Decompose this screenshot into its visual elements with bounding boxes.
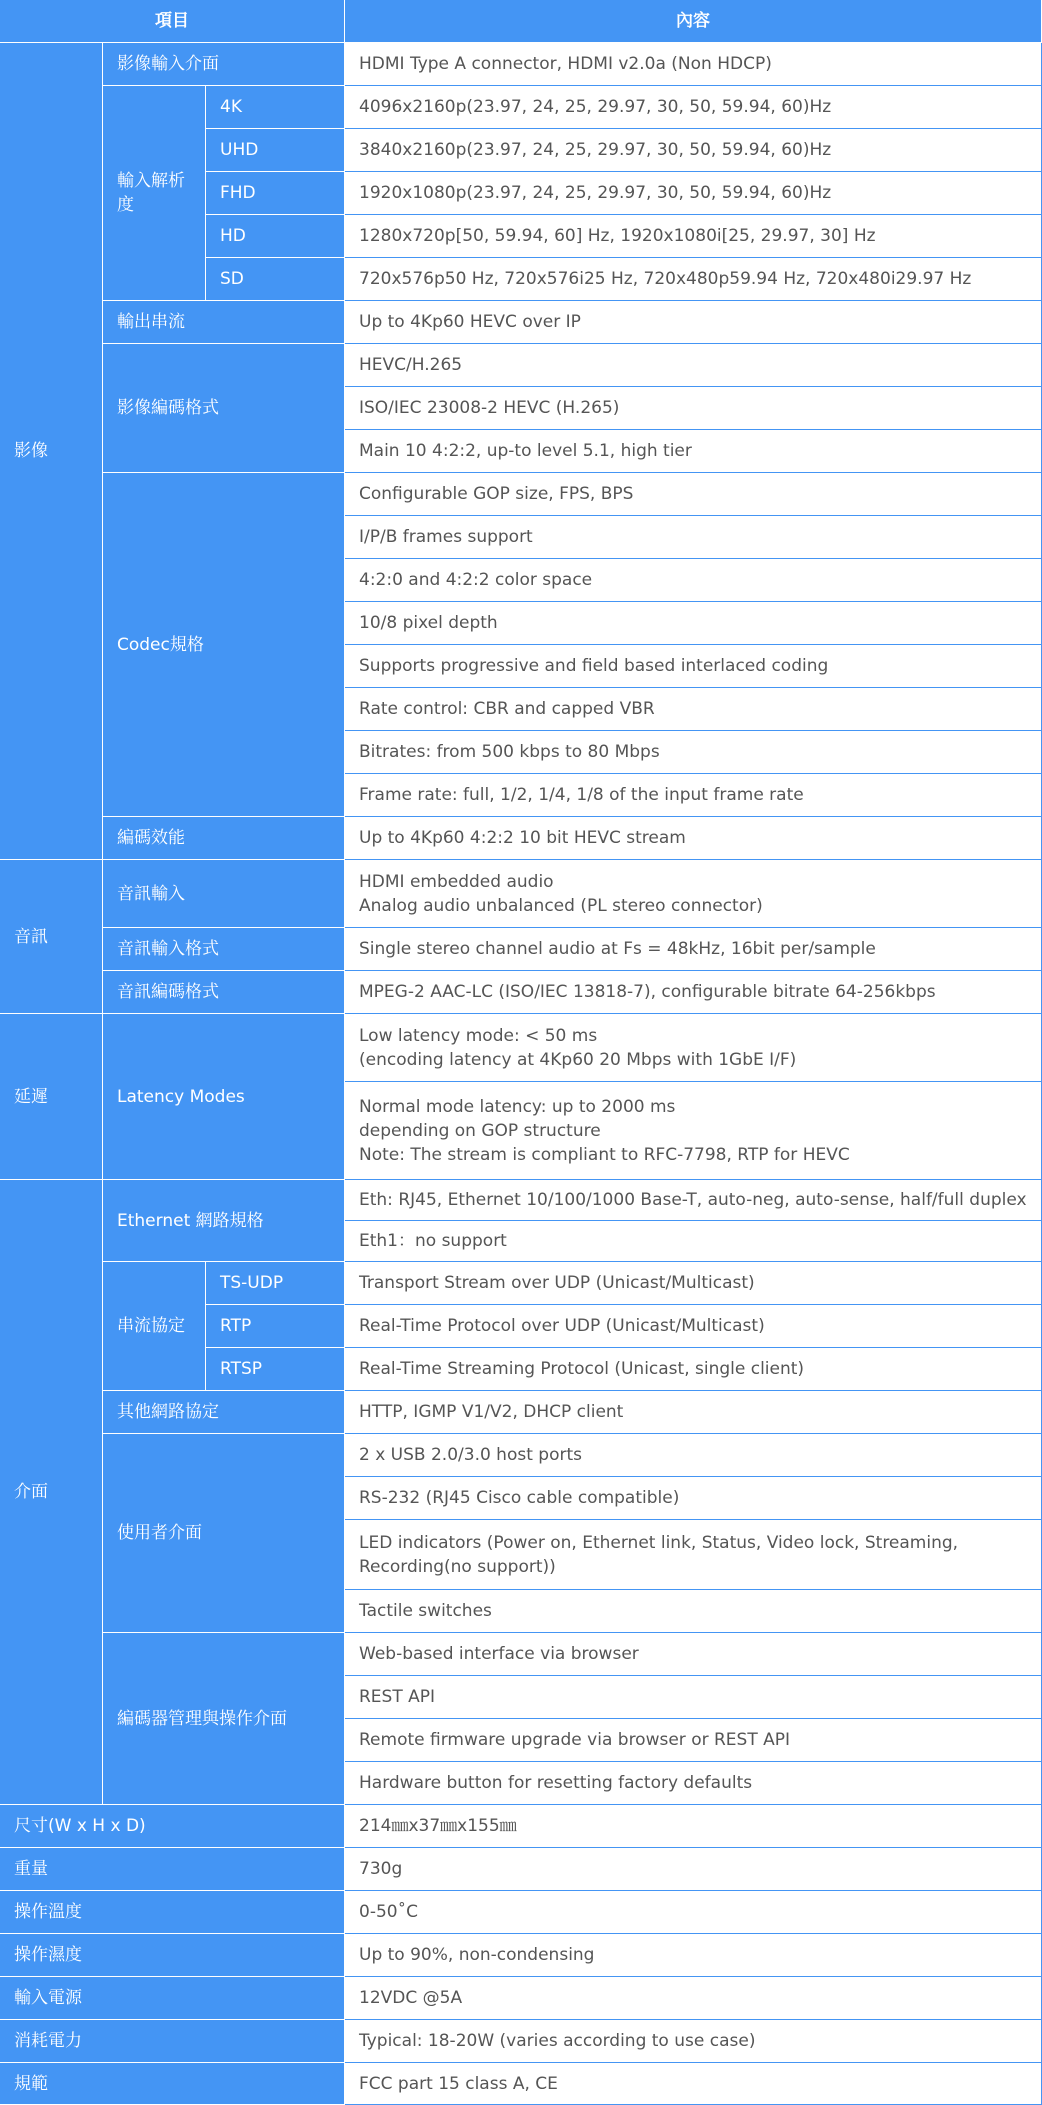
codec-value: 10/8 pixel depth [345,602,1042,645]
audio-input-format-label: 音訊輸入格式 [103,928,345,971]
streaming-protocol-label: 串流協定 [103,1262,206,1391]
output-stream-value: Up to 4Kp60 HEVC over IP [345,301,1042,344]
codec-value: I/P/B frames support [345,516,1042,559]
category-latency: 延遲 [0,1014,103,1180]
user-interface-value: 2 x USB 2.0/3.0 host ports [345,1434,1042,1477]
operating-temperature-label: 操作溫度 [0,1891,345,1934]
codec-label: Codec規格 [103,473,345,817]
resolution-label: 輸入解析度 [103,86,206,301]
power-consumption-value: Typical: 18-20W (varies according to use case) [345,2020,1042,2063]
header-item: 項目 [0,0,345,43]
input-power-value: 12VDC @5A [345,1977,1042,2020]
ethernet-label: Ethernet 網路規格 [103,1180,345,1262]
other-network-value: HTTP, IGMP V1/V2, DHCP client [345,1391,1042,1434]
user-interface-value: LED indicators (Power on, Ethernet link, Status, Video lock, Streaming, Recording(no support)) [345,1520,1042,1590]
resolution-name: FHD [206,172,345,215]
video-input-interface-value: HDMI Type A connector, HDMI v2.0a (Non HDCP) [345,43,1042,86]
management-label: 編碼器管理與操作介面 [103,1633,345,1805]
header-content: 內容 [345,0,1042,43]
audio-encode-format-label: 音訊編碼格式 [103,971,345,1014]
codec-value: Bitrates: from 500 kbps to 80 Mbps [345,731,1042,774]
ethernet-value: Eth: RJ45, Ethernet 10/100/1000 Base-T, auto-neg, auto-sense, half/full duplex [345,1180,1042,1221]
input-power-label: 輸入電源 [0,1977,345,2020]
streaming-protocol-name: TS-UDP [206,1262,345,1305]
latency-mode-value: Low latency mode: < 50 ms (encoding latency at 4Kp60 20 Mbps with 1GbE I/F) [345,1014,1042,1082]
category-audio: 音訊 [0,860,103,1014]
management-value: Remote firmware upgrade via browser or REST API [345,1719,1042,1762]
streaming-protocol-value: Real-Time Protocol over UDP (Unicast/Multicast) [345,1305,1042,1348]
performance-label: 編碼效能 [103,817,345,860]
resolution-value: 1920x1080p(23.97, 24, 25, 29.97, 30, 50, 59.94, 60)Hz [345,172,1042,215]
dimensions-label: 尺寸(W x H x D) [0,1805,345,1848]
user-interface-value: Tactile switches [345,1590,1042,1633]
power-consumption-label: 消耗電力 [0,2020,345,2063]
operating-humidity-label: 操作濕度 [0,1934,345,1977]
weight-value: 730g [345,1848,1042,1891]
other-network-label: 其他網路協定 [103,1391,345,1434]
streaming-protocol-name: RTP [206,1305,345,1348]
category-interface: 介面 [0,1180,103,1805]
resolution-name: 4K [206,86,345,129]
dimensions-value: 214㎜x37㎜x155㎜ [345,1805,1042,1848]
resolution-name: HD [206,215,345,258]
operating-temperature-value: 0-50˚C [345,1891,1042,1934]
video-input-interface-label: 影像輸入介面 [103,43,345,86]
resolution-value: 1280x720p[50, 59.94, 60] Hz, 1920x1080i[25, 29.97, 30] Hz [345,215,1042,258]
audio-input-format-value: Single stereo channel audio at Fs = 48kHz, 16bit per/sample [345,928,1042,971]
regulation-value: FCC part 15 class A, CE [345,2063,1042,2105]
management-value: Web-based interface via browser [345,1633,1042,1676]
management-value: REST API [345,1676,1042,1719]
audio-input-value: HDMI embedded audio Analog audio unbalanced (PL stereo connector) [345,860,1042,928]
latency-modes-label: Latency Modes [103,1014,345,1180]
regulation-label: 規範 [0,2063,345,2105]
resolution-value: 4096x2160p(23.97, 24, 25, 29.97, 30, 50, 59.94, 60)Hz [345,86,1042,129]
weight-label: 重量 [0,1848,345,1891]
codec-value: Supports progressive and field based interlaced coding [345,645,1042,688]
video-encode-format-value: Main 10 4:2:2, up-to level 5.1, high tier [345,430,1042,473]
management-value: Hardware button for resetting factory defaults [345,1762,1042,1805]
user-interface-value: RS-232 (RJ45 Cisco cable compatible) [345,1477,1042,1520]
codec-value: 4:2:0 and 4:2:2 color space [345,559,1042,602]
output-stream-label: 輸出串流 [103,301,345,344]
streaming-protocol-value: Transport Stream over UDP (Unicast/Multicast) [345,1262,1042,1305]
audio-encode-format-value: MPEG-2 AAC-LC (ISO/IEC 13818-7), configurable bitrate 64-256kbps [345,971,1042,1014]
codec-value: Rate control: CBR and capped VBR [345,688,1042,731]
resolution-value: 720x576p50 Hz, 720x576i25 Hz, 720x480p59.94 Hz, 720x480i29.97 Hz [345,258,1042,301]
codec-value: Frame rate: full, 1/2, 1/4, 1/8 of the input frame rate [345,774,1042,817]
streaming-protocol-name: RTSP [206,1348,345,1391]
latency-mode-value: Normal mode latency: up to 2000 ms depending on GOP structure Note: The stream is compliant to RFC-7798, RTP for HEVC [345,1082,1042,1180]
operating-humidity-value: Up to 90%, non-condensing [345,1934,1042,1977]
performance-value: Up to 4Kp60 4:2:2 10 bit HEVC stream [345,817,1042,860]
ethernet-value: Eth1：no support [345,1221,1042,1262]
codec-value: Configurable GOP size, FPS, BPS [345,473,1042,516]
category-video: 影像 [0,43,103,860]
resolution-value: 3840x2160p(23.97, 24, 25, 29.97, 30, 50, 59.94, 60)Hz [345,129,1042,172]
resolution-name: SD [206,258,345,301]
streaming-protocol-value: Real-Time Streaming Protocol (Unicast, single client) [345,1348,1042,1391]
video-encode-format-value: ISO/IEC 23008-2 HEVC (H.265) [345,387,1042,430]
video-encode-format-value: HEVC/H.265 [345,344,1042,387]
audio-input-label: 音訊輸入 [103,860,345,928]
user-interface-label: 使用者介面 [103,1434,345,1633]
video-encode-format-label: 影像編碼格式 [103,344,345,473]
resolution-name: UHD [206,129,345,172]
